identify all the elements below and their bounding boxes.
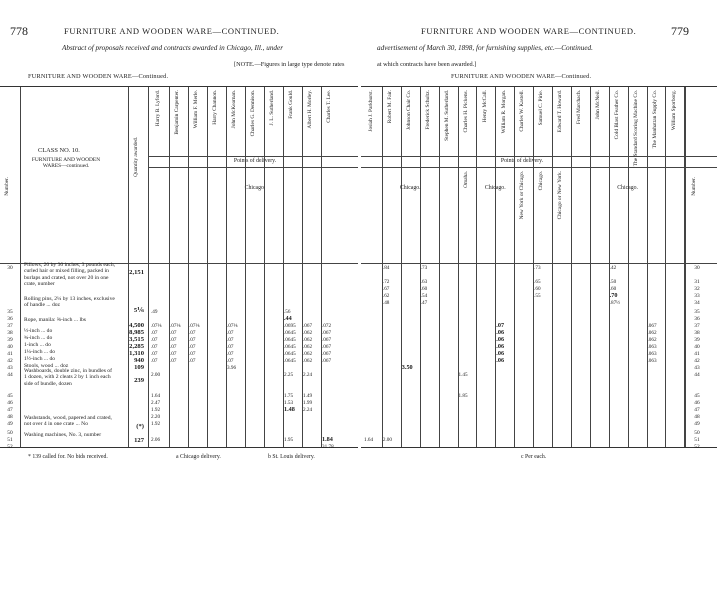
bidder-header xyxy=(535,90,549,156)
bid-value: .87½ xyxy=(609,300,621,306)
bidder-name: Cold Blast Feather Co. xyxy=(613,90,620,140)
page-number: 779 xyxy=(671,24,689,38)
row-number: 44 xyxy=(694,372,700,378)
bidder-header xyxy=(460,90,474,156)
quantity-awarded: 940 xyxy=(134,357,144,364)
bid-value: .07 xyxy=(227,330,234,336)
class-title: CLASS NO. 10. xyxy=(38,147,80,154)
note-text: [NOTE.—Figures in large type denote rates xyxy=(234,61,345,68)
footnote-star: * 139 called for. No bids received. xyxy=(28,454,108,460)
bidder-name: Albert H. Morley. xyxy=(307,90,314,129)
bid-value: 1.49 xyxy=(303,393,313,399)
row-number: 35 xyxy=(694,309,700,315)
bid-value: .067 xyxy=(322,337,332,343)
bid-value: .60 xyxy=(420,286,428,292)
row-number: 41 xyxy=(7,351,13,357)
bid-value: 1.48 xyxy=(284,406,295,413)
row-number: 47 xyxy=(7,407,13,413)
bidder-header xyxy=(266,90,280,156)
bidder-name: The Manhattan Supply Co. xyxy=(651,90,658,149)
section-title: FURNITURE AND WOODEN WARE—Continued. xyxy=(28,73,169,80)
row-number: 40 xyxy=(7,344,13,350)
delivery-label: Chicago. xyxy=(484,185,506,191)
bidder-name: John McNeil. xyxy=(595,90,602,120)
quantity-awarded: 2,151 xyxy=(129,269,144,276)
row-number: 52 xyxy=(7,444,13,450)
bid-value: .067 xyxy=(322,351,332,357)
bid-value: 2.06 xyxy=(151,437,161,443)
bid-value: .0695 xyxy=(284,323,296,329)
bidder-name: The Standard Scoring Machine Co. xyxy=(632,90,639,167)
bid-value: .06 xyxy=(496,336,505,343)
bidder-header xyxy=(209,90,223,156)
item-description: 1-inch ... do xyxy=(24,342,51,348)
bid-value: .067 xyxy=(322,330,332,336)
bid-table-right xyxy=(361,86,717,448)
bid-value: 31.78 xyxy=(322,444,334,450)
bidder-header xyxy=(649,90,663,156)
bid-value: .062 xyxy=(303,337,313,343)
row-number: 50 xyxy=(7,430,13,436)
bid-value: 2.25 xyxy=(284,372,294,378)
bidder-name: John McKearnan. xyxy=(231,90,238,129)
bid-value: .06 xyxy=(496,357,505,364)
row-number: 45 xyxy=(694,393,700,399)
bidder-name: Fred Marchach. xyxy=(576,90,583,125)
left-page xyxy=(0,0,358,600)
points-of-delivery-label: Points of delivery. xyxy=(500,158,544,164)
item-description: 1½-inch ... do xyxy=(24,356,56,362)
row-number: 33 xyxy=(694,293,700,299)
bid-value: 3.50 xyxy=(401,364,413,371)
bid-value: .07 xyxy=(189,351,196,357)
number-column-header: Number. xyxy=(4,177,10,196)
row-number: 35 xyxy=(7,309,13,315)
intro-text: advertisement of March 30, 1898, for furnishing supplies, etc.—Continued. xyxy=(377,44,593,52)
bid-value: .07 xyxy=(170,344,177,350)
bid-value: .50 xyxy=(609,279,617,285)
row-number: 39 xyxy=(7,337,13,343)
bid-value: .063 xyxy=(647,351,657,357)
bid-value: .07 xyxy=(151,351,158,357)
row-number: 47 xyxy=(694,407,700,413)
quantity-awarded: 2,285 xyxy=(129,343,144,350)
bidder-header xyxy=(247,90,261,156)
bidder-name: Frank Gould. xyxy=(288,90,295,119)
delivery-label: New York or Chicago. xyxy=(519,171,526,220)
row-number: 42 xyxy=(694,358,700,364)
bid-value: 1.99 xyxy=(303,400,313,406)
bid-value: .07 xyxy=(170,351,177,357)
bid-value: 1.92 xyxy=(151,421,161,427)
bidder-header xyxy=(554,90,568,156)
bid-value: .063 xyxy=(647,358,657,364)
row-number: 38 xyxy=(694,330,700,336)
bid-value: .07 xyxy=(170,358,177,364)
bid-value: .067 xyxy=(303,323,313,329)
bidder-header xyxy=(152,90,166,156)
bid-value: .67 xyxy=(382,286,390,292)
bid-value: .55 xyxy=(534,293,541,299)
bid-value: .07 xyxy=(170,337,177,343)
item-description: Rolling pins, 2¼ by 13 inches, exclusive of handle ... doz xyxy=(24,296,115,309)
bidder-header xyxy=(422,90,436,156)
row-number: 36 xyxy=(694,316,700,322)
delivery-label: Omaha. xyxy=(462,171,469,188)
bidder-header xyxy=(611,90,625,156)
note-text: at which contracts have been awarded.] xyxy=(377,61,477,68)
bidder-header xyxy=(497,90,511,156)
bidder-name: Charles T. Lee. xyxy=(326,90,333,123)
bidder-header xyxy=(630,90,644,167)
bid-value: .72 xyxy=(382,279,390,285)
bidder-name: Charles W. Kastell. xyxy=(519,90,526,132)
item-description: Stools, wood ... doz xyxy=(24,363,69,369)
quantity-awarded: 3,515 xyxy=(129,336,144,343)
item-description: Washstands, wood, papered and crated, not over 4 in one crate ... No xyxy=(24,415,112,428)
item-description: 1¼-inch ... do xyxy=(24,349,56,355)
bid-value: .84 xyxy=(382,265,390,271)
item-description: Washboards, double zinc, in bundles of 1 dozen, with 2 cleats 2 by 1 inch each side of bundle, dozen xyxy=(24,368,112,387)
quantity-awarded: 5⅙ xyxy=(133,307,144,314)
bid-value: .65 xyxy=(534,279,541,285)
bidder-name: Benjamin Carpenter. xyxy=(174,90,181,135)
bid-value: 1.75 xyxy=(284,393,294,399)
bid-value: .44 xyxy=(284,315,292,322)
row-number: 48 xyxy=(7,414,13,420)
bid-value: .54 xyxy=(420,293,428,299)
bid-value: .07⅛ xyxy=(227,323,238,329)
bidder-name: Robert M. Fair. xyxy=(387,90,394,124)
quantity-column-header: Quantity awarded. xyxy=(133,137,139,177)
bid-value: .07⅛ xyxy=(170,323,181,329)
bid-value: 2.00 xyxy=(382,437,392,443)
bidder-header xyxy=(403,90,417,156)
bidder-header xyxy=(228,90,242,156)
bid-value: .07 xyxy=(151,330,158,336)
footnote-a: a Chicago delivery. xyxy=(176,454,221,460)
row-number: 31 xyxy=(694,279,700,285)
quantity-awarded: 1,310 xyxy=(129,350,144,357)
bid-value: .062 xyxy=(303,358,313,364)
bid-value: .07 xyxy=(189,344,196,350)
row-number: 45 xyxy=(7,393,13,399)
row-number: 30 xyxy=(7,265,13,271)
bid-value: 1.84 xyxy=(322,436,333,443)
bid-value: .0645 xyxy=(284,358,296,364)
bid-value: .0645 xyxy=(284,351,296,357)
bidder-header xyxy=(171,90,185,156)
bid-value: .07 xyxy=(227,344,234,350)
bid-value: .07 xyxy=(170,330,177,336)
bidder-header xyxy=(441,90,455,156)
quantity-awarded: (*) xyxy=(136,423,144,430)
row-number: 52 xyxy=(694,444,700,450)
bid-value: .63 xyxy=(420,279,428,285)
bid-value: .07⅛ xyxy=(151,323,162,329)
bidder-header xyxy=(516,90,530,156)
bid-value: .60 xyxy=(609,286,617,292)
row-number: 50 xyxy=(694,430,700,436)
item-description: ¾-inch ... do xyxy=(24,335,53,341)
bid-value: 2.00 xyxy=(151,372,161,378)
bid-value: 1.95 xyxy=(284,437,294,443)
number-column-header: Number. xyxy=(691,177,697,196)
bid-table-left xyxy=(0,86,358,448)
bid-value: .062 xyxy=(647,337,657,343)
points-of-delivery-label: Points of delivery. xyxy=(233,158,277,164)
row-number: 46 xyxy=(7,400,13,406)
delivery-label: Chicago. xyxy=(538,171,545,191)
row-number: 30 xyxy=(694,265,700,271)
row-number: 42 xyxy=(7,358,13,364)
row-number: 43 xyxy=(694,365,700,371)
bid-value: .0645 xyxy=(284,330,296,336)
item-description: Pillows, 20 by 30 inches, 3 pounds each, curled hair or mixed filling, packed in burlaps and crated, not over 20 in one crate, number xyxy=(24,262,116,288)
bid-value: .62 xyxy=(382,293,390,299)
right-page xyxy=(361,0,717,600)
bid-value: .07 xyxy=(151,344,158,350)
row-number: 51 xyxy=(7,437,13,443)
bid-value: .70 xyxy=(609,292,618,299)
bid-value: 2.24 xyxy=(303,372,313,378)
row-number: 37 xyxy=(694,323,700,329)
delivery-chicago-label: Chicago. xyxy=(244,185,266,191)
row-number: 51 xyxy=(694,437,700,443)
quantity-awarded: 109 xyxy=(134,364,144,371)
bidder-name: Henry McCall. xyxy=(481,90,488,123)
bid-value: 2.24 xyxy=(303,407,313,413)
bidder-name: Johnson Chair Co. xyxy=(406,90,413,130)
page-number: 778 xyxy=(10,24,28,38)
quantity-awarded: 127 xyxy=(134,437,144,444)
bid-value: .062 xyxy=(303,344,313,350)
bidder-header xyxy=(365,90,379,156)
footnote-c: c Per each. xyxy=(521,454,547,460)
row-number: 43 xyxy=(7,365,13,371)
bid-value: .07 xyxy=(227,358,234,364)
bid-value: .49 xyxy=(151,309,158,315)
bid-value: .60 xyxy=(534,286,541,292)
quantity-awarded: 8,985 xyxy=(129,329,144,336)
bid-value: .47 xyxy=(420,300,428,306)
quantity-awarded: 239 xyxy=(134,377,144,384)
bid-value: 1.53 xyxy=(284,400,294,406)
bidder-header xyxy=(304,90,318,156)
item-description: ½-inch ... do xyxy=(24,328,53,334)
bid-value: .07 xyxy=(151,358,158,364)
bid-value: .07⅛ xyxy=(189,323,200,329)
row-number: 48 xyxy=(694,414,700,420)
section-title: FURNITURE AND WOODEN WARE—Continued. xyxy=(451,73,592,80)
running-head: FURNITURE AND WOODEN WARE—CONTINUED. xyxy=(421,26,637,36)
intro-text: Abstract of proposals received and contracts awarded in Chicago, Ill., under xyxy=(62,44,283,52)
bid-value: .062 xyxy=(647,330,657,336)
bidder-name: Harry Channon. xyxy=(212,90,219,125)
bid-value: .48 xyxy=(382,300,390,306)
bid-value: 1.85 xyxy=(458,393,468,399)
class-subtitle: FURNITURE AND WOODEN WARES—continued. xyxy=(31,157,101,169)
row-number: 38 xyxy=(7,330,13,336)
bidder-name: Charles H. Pickens. xyxy=(462,90,469,133)
bidder-header xyxy=(323,90,337,156)
bid-value: .062 xyxy=(303,351,313,357)
bidder-name: Edward T. Howard. xyxy=(557,90,564,133)
row-number: 46 xyxy=(694,400,700,406)
bidder-name: Charles G. Dennison. xyxy=(250,90,257,137)
bid-value: .07 xyxy=(151,337,158,343)
bid-value: .06 xyxy=(496,329,505,336)
bid-value: .07 xyxy=(189,330,196,336)
running-head: FURNITURE AND WOODEN WARE—CONTINUED. xyxy=(64,26,280,36)
row-number: 49 xyxy=(7,421,13,427)
bid-value: 1.45 xyxy=(458,372,468,378)
bid-value: .062 xyxy=(303,330,313,336)
bid-value: .0645 xyxy=(284,344,296,350)
bid-value: 2.47 xyxy=(151,400,161,406)
bid-value: 1.92 xyxy=(151,407,161,413)
bidder-name: William Sporborg. xyxy=(670,90,677,131)
bid-value: .063 xyxy=(647,344,657,350)
bidder-header xyxy=(592,90,606,156)
bid-value: .0645 xyxy=(284,337,296,343)
row-number: 39 xyxy=(694,337,700,343)
bidder-name: Frederick Schultz. xyxy=(424,90,431,130)
bidder-header xyxy=(478,90,492,156)
bid-value: .42 xyxy=(609,265,617,271)
item-description: Washing machines, No. 3, number xyxy=(24,432,102,438)
row-number: 44 xyxy=(7,372,13,378)
bid-value: 1.64 xyxy=(364,437,374,443)
bidder-name: Stephen M. Sutherland. xyxy=(443,90,450,141)
bid-value: .067 xyxy=(322,344,332,350)
bid-value: .07 xyxy=(227,351,234,357)
bidder-name: William F. Merle. xyxy=(193,90,200,129)
bid-value: .73 xyxy=(420,265,428,271)
item-description: Rope, manila: ⅜-inch ... lbs xyxy=(24,317,86,323)
bidder-header xyxy=(285,90,299,156)
bid-value: .06 xyxy=(496,350,505,357)
row-number: 49 xyxy=(694,421,700,427)
bid-value: .06 xyxy=(496,343,505,350)
bid-value: .07 xyxy=(189,337,196,343)
quantity-awarded: 4,500 xyxy=(129,322,144,329)
row-number: 32 xyxy=(694,286,700,292)
bid-value: .07 xyxy=(189,358,196,364)
bid-value: .73 xyxy=(534,265,541,271)
bid-value: 3.96 xyxy=(227,365,237,371)
bid-value: .067 xyxy=(647,323,657,329)
bid-value: .56 xyxy=(284,309,291,315)
bid-value: .072 xyxy=(322,323,332,329)
bid-value: 1.64 xyxy=(151,393,161,399)
bidder-name: William R. Morgan. xyxy=(500,90,507,134)
bid-value: 2.20 xyxy=(151,414,161,420)
row-number: 34 xyxy=(694,300,700,306)
footnote-b: b St. Louis delivery. xyxy=(268,454,315,460)
bid-value: .067 xyxy=(322,358,332,364)
bidder-name: J. L. Sutherland. xyxy=(269,90,276,126)
row-number: 40 xyxy=(694,344,700,350)
bid-value: .07 xyxy=(227,337,234,343)
delivery-label: Chicago or New York. xyxy=(557,171,563,220)
bidder-name: Harry B. Lyford. xyxy=(155,90,162,127)
delivery-label: Chicago. xyxy=(399,185,421,191)
delivery-label: Chicago. xyxy=(617,185,638,191)
bidder-header xyxy=(384,90,398,156)
row-number: 37 xyxy=(7,323,13,329)
row-number: 41 xyxy=(694,351,700,357)
bidder-name: Josiah J. Parkhurst. xyxy=(368,90,375,132)
bidder-header xyxy=(573,90,587,156)
bidder-header xyxy=(190,90,204,156)
bid-value: .07 xyxy=(496,322,505,329)
row-number: 36 xyxy=(7,316,13,322)
bidder-name: Samuel C. Pirie. xyxy=(538,90,545,126)
bidder-header xyxy=(667,90,681,156)
